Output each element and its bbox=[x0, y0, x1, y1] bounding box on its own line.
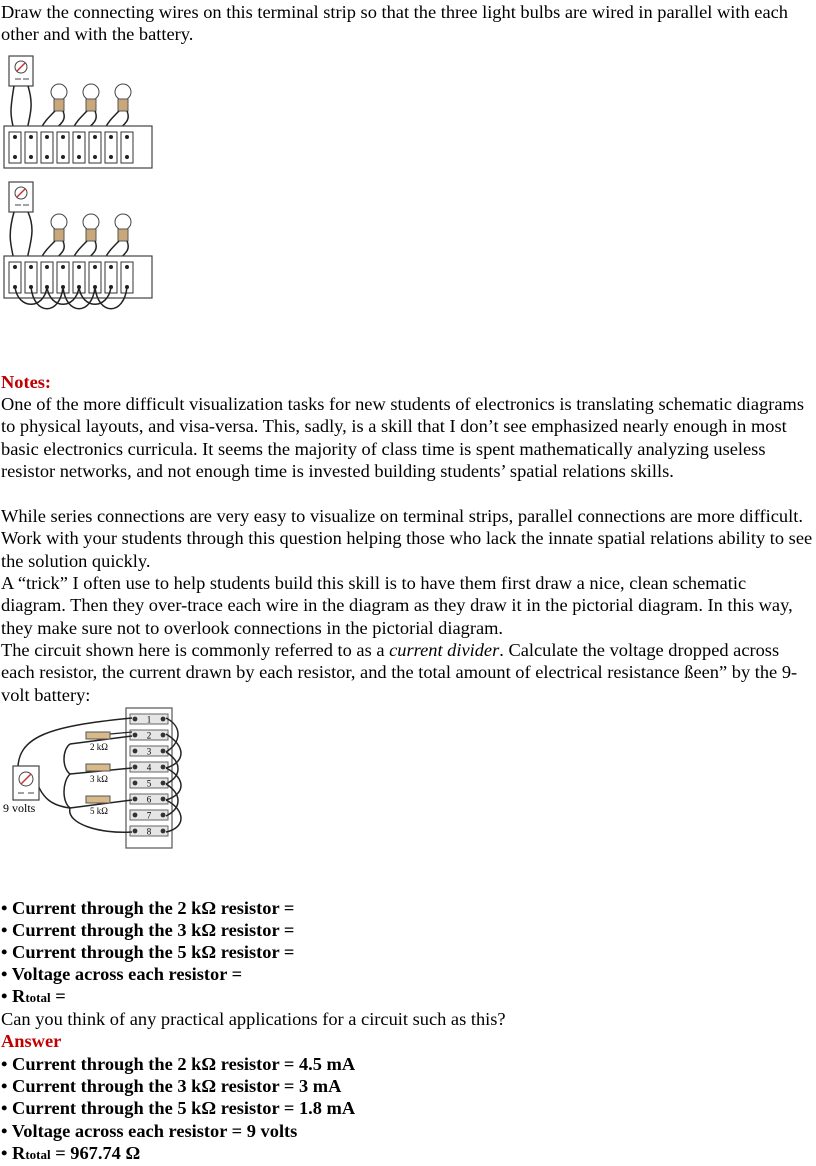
terminal-strip bbox=[4, 126, 152, 168]
terminal-number: 2 bbox=[146, 730, 152, 741]
terminal-strip-figure-top bbox=[0, 50, 160, 175]
terminal-screw bbox=[133, 717, 138, 722]
bulb-icon bbox=[40, 214, 67, 260]
battery-label: 9 volts bbox=[3, 801, 36, 815]
notes-paragraph: While series connections are very easy to visualize on terminal strips, parallel connections are more difficult. Work with your students through this question helping those who lack the innate spatial relations ability to see the solution quickly. bbox=[1, 506, 813, 571]
terminal-number: 4 bbox=[146, 762, 152, 773]
resistor-label: 2 kΩ bbox=[90, 742, 108, 752]
terminal-screw bbox=[133, 829, 138, 834]
notes-heading: Notes: bbox=[1, 372, 52, 392]
terminal-number: 3 bbox=[146, 746, 152, 757]
battery-icon bbox=[13, 766, 39, 800]
terminal-number: 8 bbox=[146, 826, 152, 837]
practical-question: Can you think of any practical applications for a circuit such as this? bbox=[1, 1009, 506, 1029]
resistor-2k bbox=[86, 732, 110, 752]
rtotal-answer: • Rtotal = 967.74 Ω bbox=[1, 1143, 141, 1163]
resistor-label: 3 kΩ bbox=[90, 774, 108, 784]
question-item: • Current through the 2 kΩ resistor = bbox=[1, 898, 295, 918]
answer-item: • Voltage across each resistor = 9 volts bbox=[1, 1121, 298, 1141]
terminal-screw bbox=[161, 781, 166, 786]
notes-paragraph: A “trick” I often use to help students build this skill is to have them first draw a nice, clean schematic diagram. Then they over-trace each wire in the diagram as they draw it in the pictorial diagram. In this way, they make sure not to overlook connections in the pictorial diagram. bbox=[1, 573, 793, 638]
question-item: • Voltage across each resistor = bbox=[1, 964, 243, 984]
terminal-screw bbox=[133, 749, 138, 754]
terminal-screw bbox=[161, 829, 166, 834]
terminal-screw bbox=[161, 733, 166, 738]
terminal-screw bbox=[133, 797, 138, 802]
terminal-screw bbox=[161, 765, 166, 770]
terminal-number: 1 bbox=[146, 714, 152, 725]
notes-paragraph: One of the more difficult visualization tasks for new students of electronics is translating schematic diagrams to physical layouts, and visa-versa. This, sadly, is a skill that I don’t see emphasized nearly enough in most basic electronics curricula. It seems the majority of class time is spent mathematically analyzing useless resistor networks, and not enough time is invested building students’ spatial relations skills. bbox=[1, 394, 805, 482]
bulb-icon bbox=[104, 214, 131, 260]
resistor-5k bbox=[86, 796, 110, 816]
bulb-icon bbox=[72, 84, 99, 130]
terminal-number: 7 bbox=[146, 810, 152, 821]
resistor-label: 5 kΩ bbox=[90, 806, 108, 816]
terminal-number: 5 bbox=[146, 778, 152, 789]
terminal-screw bbox=[133, 765, 138, 770]
current-divider-paragraph: The circuit shown here is commonly referred to as a current divider. Calculate the voltage dropped across each resistor, the current drawn by each resistor, and the total amount of electrical resistance ßeen” by the 9-volt battery: bbox=[1, 640, 798, 705]
bulb-icon bbox=[40, 84, 67, 130]
terminal-strip-figure-wired bbox=[0, 178, 160, 323]
terminal-screw bbox=[133, 733, 138, 738]
battery-icon bbox=[9, 182, 33, 212]
answer-item: • Current through the 3 kΩ resistor = 3 mA bbox=[1, 1076, 342, 1096]
terminal-screw bbox=[161, 813, 166, 818]
answer-item: • Current through the 5 kΩ resistor = 1.8 mA bbox=[1, 1098, 356, 1118]
question-text: Draw the connecting wires on this terminal strip so that the three light bulbs are wired in parallel with each other and with the battery. bbox=[1, 2, 788, 45]
current-divider-figure bbox=[0, 706, 210, 854]
resistor-3k bbox=[86, 764, 110, 784]
current-divider-term: current divider bbox=[389, 640, 500, 660]
answer-heading: Answer bbox=[1, 1031, 62, 1051]
battery-icon bbox=[9, 56, 33, 86]
bulb-icon bbox=[72, 214, 99, 260]
bulb-icon bbox=[104, 84, 131, 130]
question-item: • Current through the 5 kΩ resistor = bbox=[1, 942, 295, 962]
terminal-screw bbox=[161, 749, 166, 754]
terminal-screw bbox=[161, 797, 166, 802]
terminal-screw bbox=[161, 717, 166, 722]
terminal-screw bbox=[133, 813, 138, 818]
answer-item: • Current through the 2 kΩ resistor = 4.5 mA bbox=[1, 1054, 356, 1074]
terminal-number: 6 bbox=[146, 794, 152, 805]
terminal-screw bbox=[133, 781, 138, 786]
question-item: • Current through the 3 kΩ resistor = bbox=[1, 920, 295, 940]
rtotal-question: • Rtotal = bbox=[1, 986, 66, 1006]
